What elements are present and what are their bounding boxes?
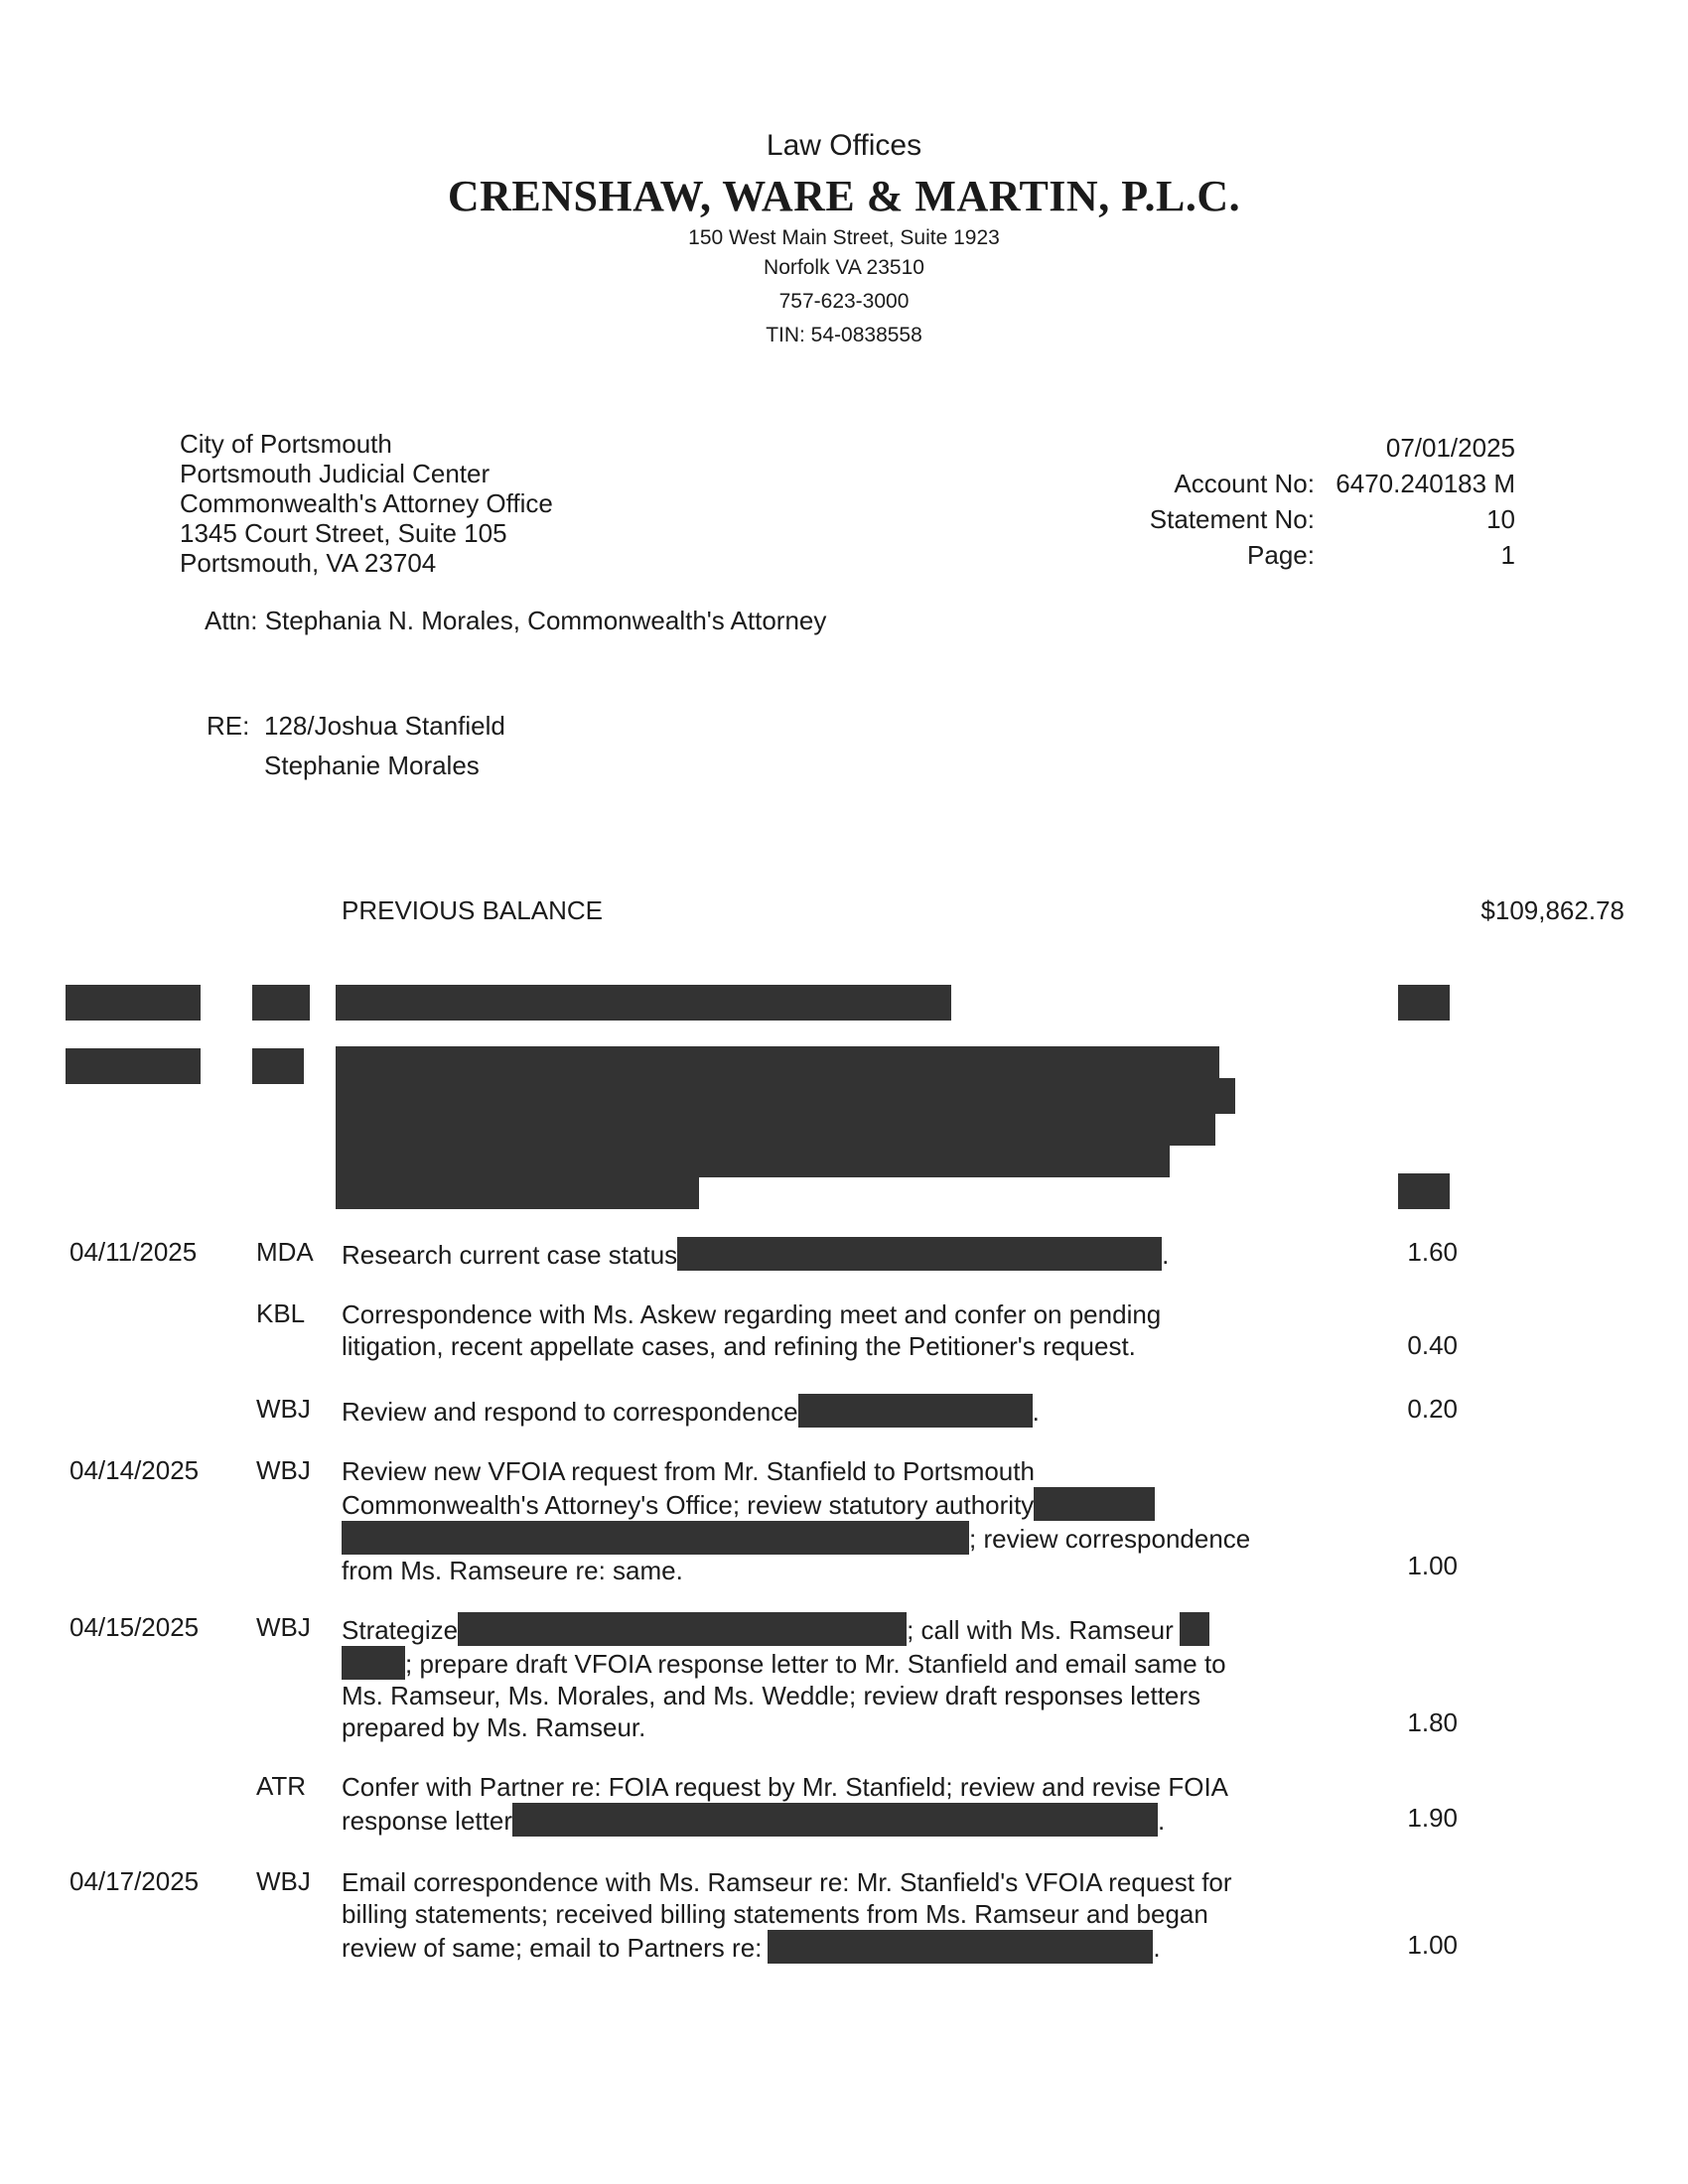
redaction-block (252, 1048, 304, 1084)
redaction-block (336, 1142, 1170, 1177)
inline-redaction (798, 1394, 1033, 1428)
inline-redaction (458, 1612, 907, 1646)
entry-attorney: WBJ (256, 1394, 311, 1424)
entry-text: Review new VFOIA request from Mr. Stanfield to Portsmouth (342, 1456, 1035, 1486)
entry-hours: 1.80 (1407, 1707, 1458, 1737)
entry-attorney: ATR (256, 1771, 307, 1801)
statement-date: 07/01/2025 (1385, 433, 1515, 463)
account-value: 6470.240183 M (1336, 469, 1515, 498)
re-person: Stephanie Morales (264, 751, 480, 780)
entry-text: from Ms. Ramseure re: same. (342, 1556, 683, 1585)
law-offices-label: Law Offices (766, 129, 922, 162)
redaction-block (66, 985, 201, 1021)
firm-phone: 757-623-3000 (778, 290, 910, 313)
previous-balance-label: PREVIOUS BALANCE (342, 895, 603, 925)
client-address-line: Commonwealth's Attorney Office (180, 488, 553, 518)
redaction-block (336, 1078, 1235, 1114)
firm-city: Norfolk VA 23510 (764, 256, 924, 279)
redaction-block (336, 1173, 699, 1209)
entry-text: ; call with Ms. Ramseur (907, 1615, 1174, 1645)
redaction-block (336, 1046, 1219, 1082)
entry-hours: 1.00 (1407, 1930, 1458, 1960)
entry-hours: 0.20 (1407, 1394, 1458, 1424)
entry-text: Research current case status (342, 1240, 678, 1270)
entry-attorney: WBJ (256, 1612, 311, 1642)
entry-text: litigation, recent appellate cases, and refining the Petitioner's request. (342, 1331, 1136, 1361)
entry-text: Confer with Partner re: FOIA request by Mr. Stanfield; review and revise FOIA (342, 1772, 1229, 1802)
entry-description (342, 1298, 1295, 1362)
entry-text: Strategize (342, 1615, 459, 1645)
redaction-block (336, 1110, 1215, 1146)
entry-text: Correspondence with Ms. Askew regarding meet and confer on pending (342, 1299, 1162, 1329)
client-address-line: 1345 Court Street, Suite 105 (180, 518, 507, 548)
entry-text: ; prepare draft VFOIA response letter to Mr. Stanfield and email same to (405, 1649, 1226, 1679)
statement-no-label: Statement No: (1149, 504, 1315, 534)
client-address-line: Portsmouth, VA 23704 (180, 548, 437, 578)
page-value: 1 (1500, 540, 1515, 570)
firm-street: 150 West Main Street, Suite 1923 (688, 226, 1000, 249)
entry-attorney: MDA (256, 1237, 314, 1267)
client-address-line: Portsmouth Judicial Center (180, 459, 491, 488)
inline-redaction (342, 1521, 969, 1555)
entry-date: 04/11/2025 (70, 1237, 198, 1267)
entry-text: . (1157, 1806, 1166, 1836)
client-address (180, 429, 553, 578)
entry-text: Commonwealth's Attorney's Office; review statutory authority (342, 1490, 1035, 1520)
inline-redaction (512, 1803, 1158, 1837)
attention-line: Attn: Stephania N. Morales, Commonwealth's Attorney (205, 606, 827, 635)
entry-text: ; review correspondence (969, 1524, 1251, 1554)
redaction-block (252, 985, 310, 1021)
entry-description (342, 1394, 1295, 1428)
entry-date: 04/14/2025 (70, 1455, 200, 1485)
inline-redaction (342, 1646, 405, 1680)
previous-balance-amount: $109,862.78 (1480, 895, 1624, 925)
client-address-line: City of Portsmouth (180, 429, 392, 459)
entry-description (342, 1237, 1295, 1271)
re-matter: 128/Joshua Stanfield (264, 711, 505, 741)
redaction-block (1398, 1173, 1450, 1209)
entry-attorney: WBJ (256, 1455, 311, 1485)
redaction-block (336, 985, 951, 1021)
entry-text: . (1153, 1933, 1161, 1963)
redaction-block (1398, 985, 1450, 1021)
entry-date: 04/15/2025 (70, 1612, 200, 1642)
firm-tin: TIN: 54-0838558 (766, 324, 922, 346)
entry-description (342, 1771, 1295, 1837)
entry-text: billing statements; received billing statements from Ms. Ramseur and began (342, 1899, 1208, 1929)
entry-text: Ms. Ramseur, Ms. Morales, and Ms. Weddle; review draft responses letters (342, 1681, 1201, 1710)
entry-attorney: WBJ (256, 1866, 311, 1896)
inline-redaction (768, 1930, 1153, 1964)
page-label: Page: (1247, 540, 1315, 570)
entry-hours: 1.90 (1407, 1803, 1458, 1833)
entry-hours: 0.40 (1407, 1330, 1458, 1360)
inline-redaction (677, 1237, 1162, 1271)
redaction-block (66, 1048, 201, 1084)
entry-text: Review and respond to correspondence (342, 1397, 798, 1427)
entry-hours: 1.00 (1407, 1551, 1458, 1580)
statement-no-value: 10 (1486, 504, 1515, 534)
re-label: RE: (207, 711, 250, 741)
inline-redaction (1180, 1612, 1209, 1646)
entry-attorney: KBL (256, 1298, 306, 1328)
entry-text: prepared by Ms. Ramseur. (342, 1712, 646, 1742)
entry-text: . (1162, 1240, 1170, 1270)
firm-name: CRENSHAW, WARE & MARTIN, P.L.C. (447, 172, 1241, 220)
entry-description (342, 1612, 1295, 1743)
entry-description (342, 1866, 1295, 1964)
entry-date: 04/17/2025 (70, 1866, 200, 1896)
entry-description (342, 1455, 1295, 1586)
inline-redaction (1034, 1487, 1155, 1521)
entry-hours: 1.60 (1407, 1237, 1458, 1267)
entry-text: review of same; email to Partners re: (342, 1933, 763, 1963)
entry-text: Email correspondence with Ms. Ramseur re: Mr. Stanfield's VFOIA request for (342, 1867, 1232, 1897)
account-label: Account No: (1174, 469, 1315, 498)
entry-text: response letter (342, 1806, 512, 1836)
entry-text: . (1032, 1397, 1040, 1427)
